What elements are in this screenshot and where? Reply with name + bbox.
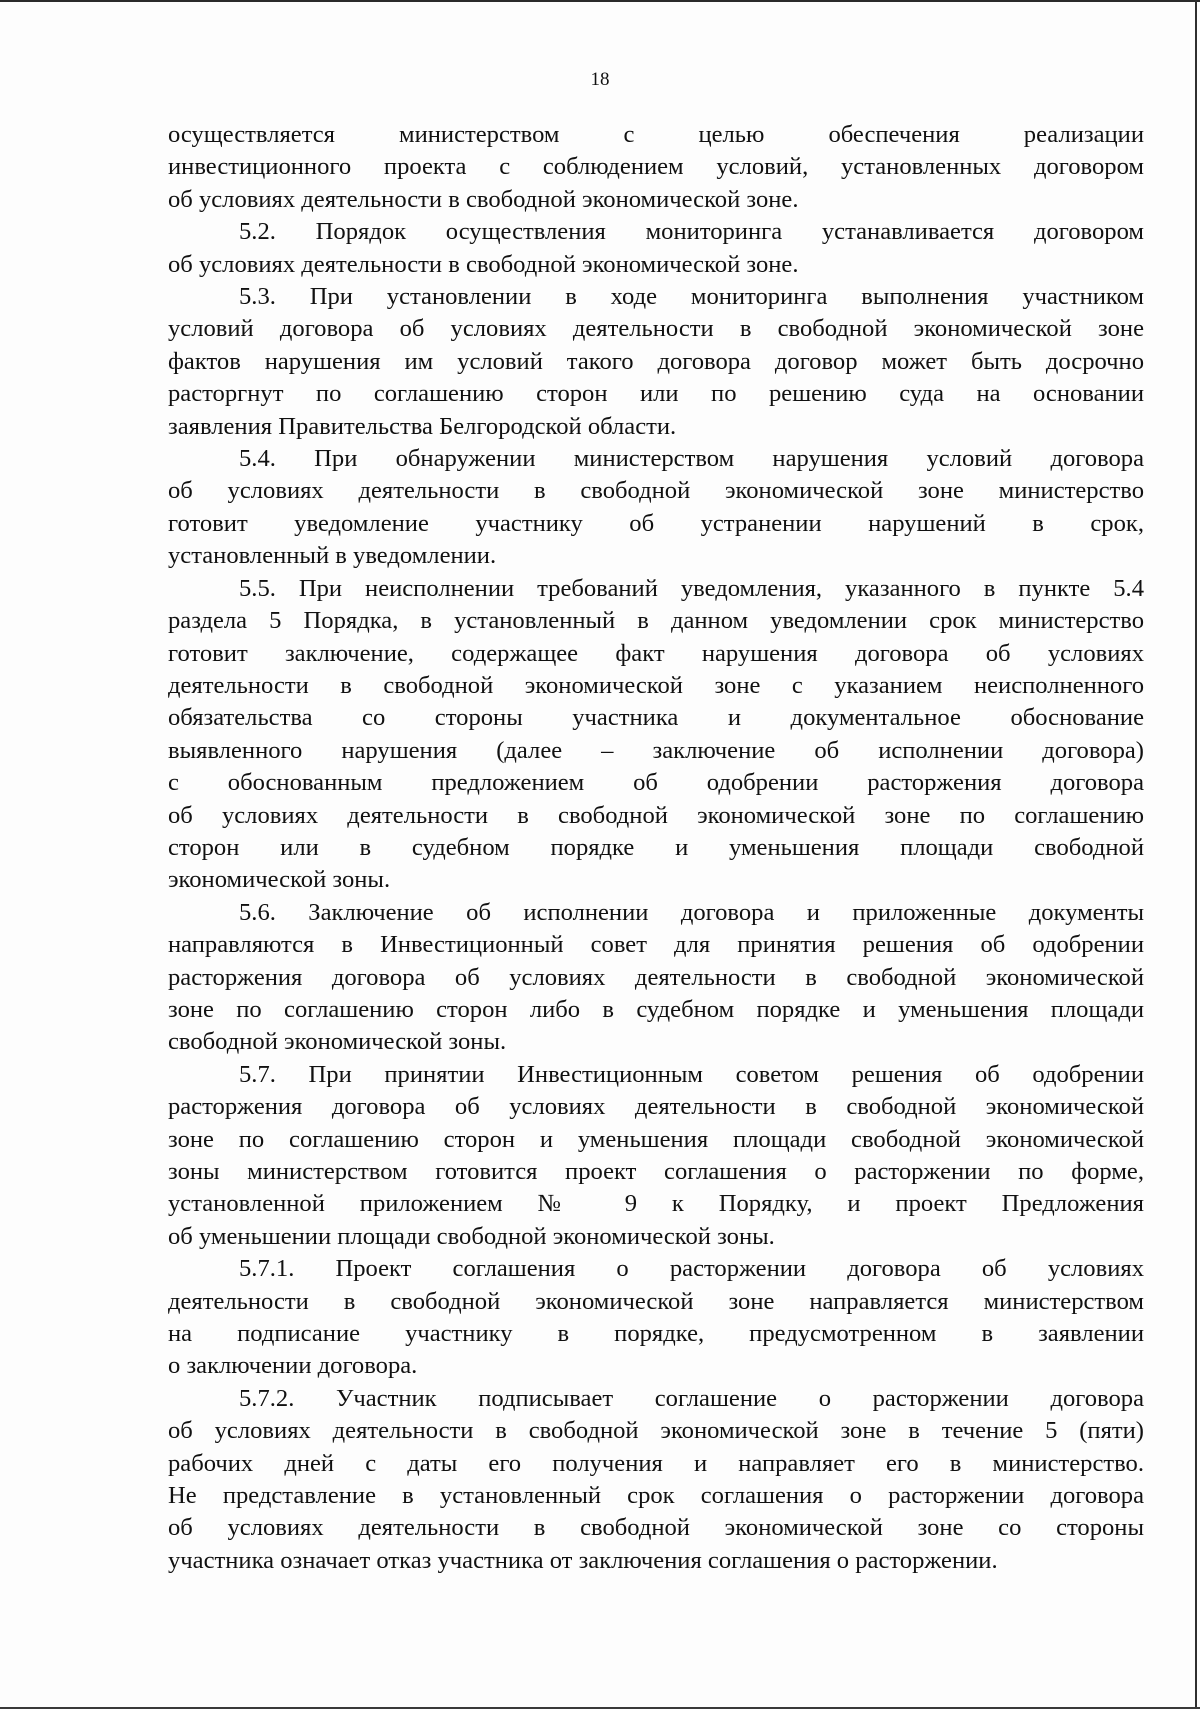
page-number: 18 [590,69,610,90]
text-line: 5.5. При неисполнении требований уведомления, указанного в пункте 5.4 [239,574,1144,602]
text-line: о заключении договора. [168,1352,418,1380]
text-line: экономической зоны. [168,866,391,894]
text-line: 5.4. При обнаружении министерством нарушения условий договора [239,445,1144,473]
paragraph-continuation [168,119,1144,216]
text-line: деятельности в свободной экономической зоне с указанием неисполненного [168,671,1144,699]
text-line: на подписание участнику в порядке, предусмотренном в заявлении [168,1320,1144,1348]
text-line: условий договора об условиях деятельности в свободной экономической зоне [168,315,1144,343]
text-line: 5.3. При установлении в ходе мониторинга выполнения участником [239,283,1144,311]
text-line: выявленного нарушения (далее – заключение об исполнении договора) [168,736,1144,764]
paragraph-5-7 [168,1059,1144,1253]
paragraph-5-7-1 [168,1253,1144,1383]
paragraph-5-7-2 [168,1383,1144,1577]
text-line: 5.6. Заключение об исполнении договора и приложенные документы [239,898,1144,926]
text-line: установленной приложением № 9 к Порядку, и проект Предложения [168,1190,1144,1218]
text-line: об условиях деятельности в свободной экономической зоне по соглашению [168,801,1144,829]
text-line: фактов нарушения им условий такого договора договор может быть досрочно [168,347,1144,375]
text-line: об условиях деятельности в свободной экономической зоне. [168,185,799,213]
scan-border-right [1195,0,1197,1709]
text-line: готовит заключение, содержащее факт нарушения договора об условиях [168,639,1144,667]
paragraph-5-4 [168,443,1144,573]
text-line: об условиях деятельности в свободной экономической зоне. [168,250,799,278]
text-line: зоны министерством готовится проект соглашения о расторжении по форме, [168,1158,1144,1185]
text-line: зоне по соглашению сторон и уменьшения площади свободной экономической [168,1125,1144,1153]
text-line: деятельности в свободной экономической зоне направляется министерством [168,1287,1144,1315]
text-line: с обоснованным предложением об одобрении расторжения договора [168,769,1144,797]
scan-border-top [0,0,1200,2]
text-line: зоне по соглашению сторон либо в судебном порядке и уменьшения площади [168,995,1144,1023]
paragraph-5-3 [168,281,1144,443]
text-line: свободной экономической зоны. [168,1028,507,1056]
text-line: участника означает отказ участника от заключения соглашения о расторжении. [168,1546,998,1574]
text-line: сторон или в судебном порядке и уменьшения площади свободной [168,833,1144,861]
text-line: готовит уведомление участнику об устранении нарушений в срок, [168,509,1144,537]
text-line: об условиях деятельности в свободной экономической зоне со стороны [168,1514,1144,1542]
text-line: расторжения договора об условиях деятельности в свободной экономической [168,1093,1144,1121]
text-line: 5.7. При принятии Инвестиционным советом решения об одобрении [239,1060,1144,1088]
text-line: об условиях деятельности в свободной экономической зоне министерство [168,477,1144,505]
text-line: установленный в уведомлении. [168,542,497,570]
paragraph-5-5 [168,573,1144,897]
text-line: направляются в Инвестиционный совет для принятия решения об одобрении [168,931,1144,959]
text-line: заявления Правительства Белгородской области. [168,412,677,440]
paragraph-5-6 [168,897,1144,1059]
text-line: Не представление в установленный срок соглашения о расторжении договора [168,1482,1144,1510]
text-line: осуществляется министерством с целью обеспечения реализации [168,121,1144,148]
text-line: 5.2. Порядок осуществления мониторинга устанавливается договором [239,218,1144,246]
text-line: обязательства со стороны участника и документальное обоснование [168,704,1144,732]
text-line: расторжения договора об условиях деятельности в свободной экономической [168,963,1144,991]
text-line: 5.7.1. Проект соглашения о расторжении договора об условиях [239,1255,1144,1283]
text-line: раздела 5 Порядка, в установленный в данном уведомлении срок министерство [168,607,1144,635]
paragraph-5-2 [168,216,1144,281]
text-line: рабочих дней с даты его получения и направляет его в министерство. [168,1449,1144,1477]
text-line: 5.7.2. Участник подписывает соглашение о расторжении договора [239,1384,1144,1412]
text-line: расторгнут по соглашению сторон или по решению суда на основании [168,380,1144,408]
text-line: об условиях деятельности в свободной экономической зоне в течение 5 (пяти) [168,1417,1144,1445]
text-line: инвестиционного проекта с соблюдением условий, установленных договором [168,153,1144,181]
document-body [168,119,1144,1577]
text-line: об уменьшении площади свободной экономической зоны. [168,1222,775,1250]
